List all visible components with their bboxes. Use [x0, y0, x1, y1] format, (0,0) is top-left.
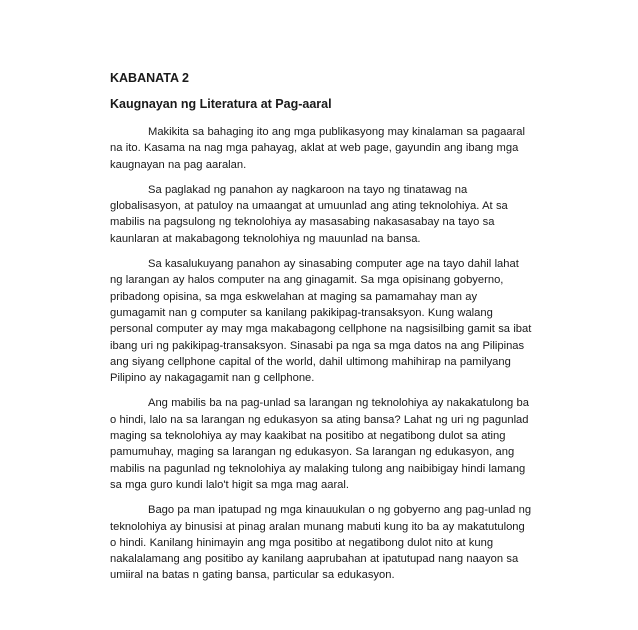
paragraph-1: Makikita sa bahaging ito ang mga publikasyong may kinalaman sa pagaaral na ito. Kasama na nag mga pahayag, aklat at web page, gayundin ang ibang mga kaugnayan na pag aaralan. [110, 126, 526, 171]
section-title: Kaugnayan ng Literatura at Pag-aaral [110, 97, 332, 111]
paragraph-2: Sa paglakad ng panahon ay nagkaroon na tayo ng tinatawag na globalisasyon, at patuloy na umaangat at umuunlad ang ating teknolohiya. At sa mabilis na pagsulong ng teknolohiya ay masasabing nakasasabay na tayo sa kaunlaran at makabagong teknolohiya ng mauunlad na bansa. [110, 183, 508, 245]
chapter-heading: KABANATA 2 [110, 71, 189, 85]
paragraph-4: Ang mabilis ba na pag-unlad sa larangan ng teknolohiya ay nakakatulong ba o hindi, lalo na sa larangan ng edukasyon sa ating bansa? Lahat ng uri ng pagunlad maging sa teknolohiya ay may kaakibat na positibo at negatibong dulot sa ating pamumuhay, maging sa larangan ng edukasyon. Sa larangan ng edukasyon, ang mabilis na pagunlad ng teknolohiya ay malaking tulong ang naibibigay hindi lamang sa mga guro kundi lalo't higit sa mga mag aaral. [110, 397, 529, 491]
paragraph-5: Bago pa man ipatupad ng mga kinauukulan o ng gobyerno ang pag-unlad ng teknolohiya ay binusisi at pinag aralan munang mabuti kung ito ba ay makatutulong o hindi. Kanilang hinimayin ang mga positibo at negatibong dulot nito at kung nakalalamang ang positibo ay kanilang aaprubahan at ipatutupad nang naayon sa umiiral na batas n gating bansa, particular sa edukasyon. [110, 504, 532, 582]
document-page [110, 70, 532, 593]
paragraph-3: Sa kasalukuyang panahon ay sinasabing computer age na tayo dahil lahat ng larangan ay halos computer na ang ginagamit. Sa mga opisinang gobyerno, pribadong opisina, sa mga eskwelahan at maging sa pamamahay man ay gumagamit nan g computer sa kanilang pakikipag-transaksyon. Kung walang personal computer ay may mga makabagong cellphone na nagsisilbing gamit sa ibat ibang uri ng pakikipag-transaksyon. Sinasabi pa nga sa mga datos na ang Pilipinas ang siyang cellphone capital of the world, dahil ultimong mahihirap na pamilyang Pilipino ay nakagagamit nan g cellphone. [110, 258, 532, 385]
